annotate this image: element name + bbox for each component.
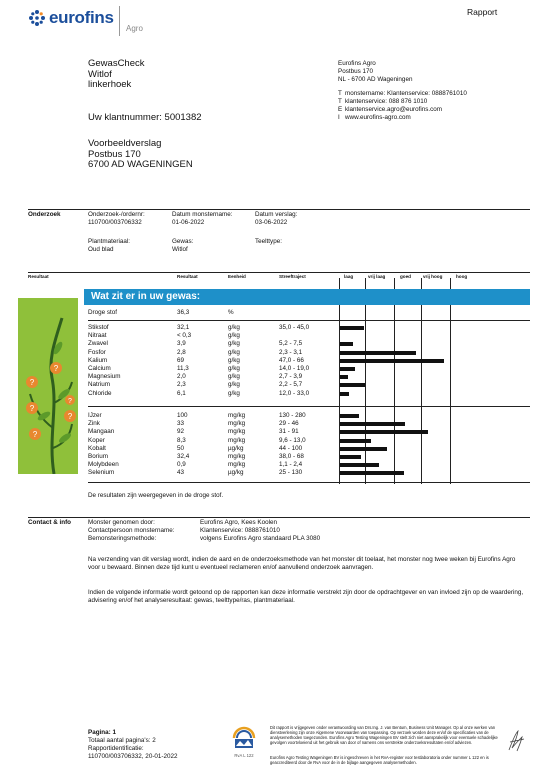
result-row bbox=[88, 357, 530, 365]
result-row bbox=[88, 412, 530, 420]
result-name: Calcium bbox=[88, 364, 111, 372]
col-header-range: Streeftraject bbox=[279, 274, 306, 279]
result-range: 14,0 - 19,0 bbox=[279, 364, 310, 372]
dry-matter-unit: % bbox=[228, 309, 234, 316]
result-row bbox=[88, 469, 530, 477]
result-unit: mg/kg bbox=[228, 420, 246, 428]
result-range: 2,2 - 5,7 bbox=[279, 381, 303, 389]
dry-matter-value: 36,3 bbox=[177, 309, 190, 316]
result-value: 2,8 bbox=[177, 348, 186, 356]
legal-text: Dit rapport is vrijgegeven onder verantwoording van Drs.Ing. J. van Bentum, Business Unit Manager. Op al onze werken van dienstverlening zijn onze Algemene Voorwaarden van toepassing. Op verzoek worden deze en/of de specificaties van de analysemethoden toegezonden. Eurofins Agro Testing Wageningen BV stelt zich niet aansprakelijk voor eventuele schadelijke gevolgen voortvloeiend uit het gebruik van door of namens ons verstrekte onderzoeksresultaten en/of adviezen. bbox=[270, 725, 498, 745]
recipient-block bbox=[88, 139, 193, 171]
lab-address-line: Postbus 170 bbox=[338, 68, 374, 75]
result-unit: g/kg bbox=[228, 356, 240, 364]
section-label-contact: Contact & info bbox=[28, 519, 72, 526]
result-name: Molybdeen bbox=[88, 461, 119, 469]
result-unit: g/kg bbox=[228, 373, 240, 381]
level-bar bbox=[340, 430, 428, 434]
results-banner bbox=[84, 289, 530, 305]
info-paragraph: Na verzending van dit verslag wordt, indien de aard en de onderzoeksmethode van het monster dit toelaat, het monster nog twee weken bij Eurofins Agro voor u bewaard. Binnen deze tijd kunt u eventueel reclameren en/of aanvullend onderzoek aanvragen. bbox=[88, 556, 516, 571]
logo-divider bbox=[119, 6, 120, 36]
plant-with-fruits-icon bbox=[18, 298, 78, 474]
field-teelttype: Teelttype: bbox=[255, 238, 282, 245]
scale-label-hoog: hoog bbox=[456, 274, 468, 279]
result-value: 6,1 bbox=[177, 389, 186, 397]
info-paragraph: Indien de volgende informatie wordt getoond op de rapporten kan deze informatie verstrekt zijn door de opdrachtgever en van invloed zijn op de waardering, advisering en/of het analyseresultaat: gewas, teelttype/ras, plantmateriaal. bbox=[88, 589, 524, 604]
result-name: IJzer bbox=[88, 412, 102, 419]
lab-address-line: NL - 6700 AD Wageningen bbox=[338, 76, 413, 83]
divider bbox=[88, 406, 530, 407]
section-label-resultaat: Resultaat bbox=[28, 274, 49, 279]
result-range: 9,6 - 13,0 bbox=[279, 436, 306, 444]
result-value: 32,4 bbox=[177, 452, 190, 460]
scale-label-laag: laag bbox=[344, 274, 354, 279]
recipient-line: Voorbeeldverslag bbox=[88, 138, 162, 149]
result-row bbox=[88, 349, 530, 357]
plant-illustration bbox=[18, 298, 78, 474]
scale-label-vrij-hoog: vrij hoog bbox=[423, 274, 443, 279]
result-row bbox=[88, 420, 530, 428]
result-range: 31 - 91 bbox=[279, 428, 299, 436]
level-bar bbox=[340, 392, 349, 396]
report-id-label: Rapportidentificatie: bbox=[88, 745, 144, 752]
result-range: 2,3 - 3,1 bbox=[279, 348, 303, 356]
result-name: Zwavel bbox=[88, 340, 108, 348]
result-unit: g/kg bbox=[228, 324, 240, 331]
result-unit: mg/kg bbox=[228, 461, 246, 469]
result-unit: mg/kg bbox=[228, 428, 246, 436]
legal-text: Eurofins Agro Testing Wageningen BV is ingeschreven in het RvA-register voor testlaboratoria onder nummer L 122 en is geaccrediteerd door de RvA voor de in de bijlage aangegeven analysemethoden. bbox=[270, 755, 489, 765]
result-name: Kobalt bbox=[88, 444, 106, 452]
level-bar bbox=[340, 342, 353, 346]
svg-text:?: ? bbox=[29, 378, 35, 387]
result-row bbox=[88, 453, 530, 461]
result-row bbox=[88, 390, 530, 398]
result-range: 2,7 - 3,9 bbox=[279, 373, 303, 381]
brand-name: eurofins bbox=[49, 8, 114, 27]
results-group-micro bbox=[88, 412, 530, 478]
banner-title: Wat zit er in uw gewas: bbox=[91, 291, 201, 302]
result-value: 43 bbox=[177, 469, 185, 477]
result-range: 1,1 - 2,4 bbox=[279, 461, 303, 469]
report-id: 110700/003706332, 20-01-2022 bbox=[88, 753, 178, 760]
result-range: 29 - 46 bbox=[279, 420, 299, 428]
result-value: 3,9 bbox=[177, 340, 186, 348]
level-bar bbox=[340, 375, 348, 379]
subject-line: Witlof bbox=[88, 68, 112, 80]
subject-line: GewasCheck bbox=[88, 58, 145, 69]
result-range: 12,0 - 33,0 bbox=[279, 389, 310, 397]
result-name: Stikstof bbox=[88, 324, 109, 331]
result-row bbox=[88, 428, 530, 436]
result-range: 130 - 280 bbox=[279, 412, 306, 419]
result-value: 2,0 bbox=[177, 373, 186, 381]
result-name: Zink bbox=[88, 420, 100, 428]
level-bar bbox=[340, 351, 416, 355]
result-value: 92 bbox=[177, 428, 185, 436]
divider bbox=[88, 320, 530, 321]
lab-contact: I www.eurofins-agro.com bbox=[338, 114, 411, 121]
customer-number: Uw klantnummer: 5001382 bbox=[88, 112, 202, 123]
result-range: 44 - 100 bbox=[279, 444, 303, 452]
field-gewas: Gewas: Witlof bbox=[172, 238, 194, 253]
result-range: 25 - 130 bbox=[279, 469, 303, 477]
svg-text:?: ? bbox=[29, 404, 35, 413]
result-name: Koper bbox=[88, 436, 105, 444]
result-row bbox=[88, 332, 530, 340]
result-name: Selenium bbox=[88, 469, 115, 477]
result-value: < 0,3 bbox=[177, 332, 192, 340]
lab-contact: T monstername: Klantenservice: 0888761010 bbox=[338, 90, 467, 97]
subject-line: linkerhoek bbox=[88, 79, 132, 90]
contact-values: Eurofins Agro, Kees Koolen Klantenservice: 0888761010 volgens Eurofins Agro standaard PLA 3080 bbox=[200, 519, 321, 542]
svg-text:?: ? bbox=[53, 364, 59, 373]
result-value: 8,3 bbox=[177, 436, 186, 444]
result-value: 100 bbox=[177, 412, 188, 419]
result-value: 33 bbox=[177, 420, 185, 428]
result-unit: g/kg bbox=[228, 340, 240, 348]
level-bar bbox=[340, 471, 404, 475]
result-row bbox=[88, 437, 530, 445]
result-name: Fosfor bbox=[88, 348, 106, 356]
eurofins-logo bbox=[28, 6, 138, 36]
dry-matter-name: Droge stof bbox=[88, 309, 118, 316]
level-bar bbox=[340, 367, 355, 371]
divider bbox=[28, 272, 530, 273]
level-bar bbox=[340, 439, 371, 443]
field-datum-monstername: Datum monstername: 01-06-2022 bbox=[172, 211, 233, 226]
result-value: 0,9 bbox=[177, 461, 186, 469]
section-label-onderzoek: Onderzoek bbox=[28, 211, 61, 218]
result-value: 50 bbox=[177, 444, 185, 452]
result-unit: µg/kg bbox=[228, 469, 244, 477]
divider bbox=[28, 209, 530, 210]
level-bar bbox=[340, 463, 379, 467]
result-unit: mg/kg bbox=[228, 452, 246, 460]
divider bbox=[28, 517, 530, 518]
col-header-result: Resultaat bbox=[177, 274, 198, 279]
result-unit: g/kg bbox=[228, 364, 240, 372]
level-bar bbox=[340, 326, 364, 330]
svg-text:?: ? bbox=[67, 412, 73, 421]
recipient-line: 6700 AD WAGENINGEN bbox=[88, 159, 193, 170]
field-datum-verslag: Datum verslag: 03-06-2022 bbox=[255, 211, 298, 226]
result-unit: mg/kg bbox=[228, 436, 246, 444]
result-value: 11,3 bbox=[177, 364, 189, 372]
result-range: 47,0 - 66 bbox=[279, 356, 304, 364]
result-name: Chloride bbox=[88, 389, 112, 397]
result-value: 69 bbox=[177, 356, 185, 364]
result-row bbox=[88, 324, 530, 332]
result-range: 35,0 - 45,0 bbox=[279, 324, 310, 331]
result-unit: g/kg bbox=[228, 381, 240, 389]
result-name: Magnesium bbox=[88, 373, 121, 381]
level-bar bbox=[340, 422, 405, 426]
result-unit: mg/kg bbox=[228, 412, 246, 419]
level-bar bbox=[340, 359, 444, 363]
result-range: 38,0 - 68 bbox=[279, 452, 304, 460]
rva-number: RvA L 122 bbox=[234, 753, 254, 758]
lab-contact: T klantenservice: 088 876 1010 bbox=[338, 98, 428, 105]
result-name: Borium bbox=[88, 452, 108, 460]
lab-address bbox=[338, 60, 467, 122]
result-row bbox=[88, 373, 530, 381]
brand-sub: Agro bbox=[126, 24, 143, 33]
page-number: Pagina: 1 bbox=[88, 729, 116, 736]
scale-label-goed: goed bbox=[400, 274, 411, 279]
signature-icon bbox=[505, 728, 527, 754]
doc-type: Rapport bbox=[467, 7, 498, 17]
results-note: De resultaten zijn weergegeven in de droge stof. bbox=[88, 492, 224, 499]
scale-label-vrij-laag: vrij laag bbox=[368, 274, 386, 279]
subject-block bbox=[88, 59, 145, 91]
level-bar bbox=[340, 447, 387, 451]
signature bbox=[505, 728, 527, 754]
contact-labels: Monster genomen door: Contactpersoon monstername: Bemonsteringsmethode: bbox=[88, 519, 175, 542]
svg-text:?: ? bbox=[68, 398, 72, 405]
level-bar bbox=[340, 383, 365, 387]
lab-contact: E klantenservice.agro@eurofins.com bbox=[338, 106, 443, 113]
result-unit: g/kg bbox=[228, 389, 240, 397]
result-unit: g/kg bbox=[228, 348, 240, 356]
result-name: Nitraat bbox=[88, 332, 107, 340]
rva-seal-icon bbox=[231, 724, 257, 752]
level-bar bbox=[340, 455, 361, 459]
recipient-line: Postbus 170 bbox=[88, 148, 141, 160]
result-row bbox=[88, 340, 530, 348]
svg-text:?: ? bbox=[32, 430, 38, 439]
lab-name: Eurofins Agro bbox=[338, 60, 376, 67]
eurofins-dots-icon bbox=[28, 9, 46, 27]
result-unit: µg/kg bbox=[228, 444, 244, 452]
divider bbox=[88, 482, 530, 483]
level-bar bbox=[340, 414, 359, 418]
result-unit: g/kg bbox=[228, 332, 240, 340]
result-name: Mangaan bbox=[88, 428, 115, 436]
result-name: Kalium bbox=[88, 356, 108, 364]
col-header-unit: Eenheid bbox=[228, 274, 246, 279]
result-name: Natrium bbox=[88, 381, 111, 389]
results-group-macro bbox=[88, 324, 530, 398]
result-row bbox=[88, 365, 530, 373]
result-range: 5,2 - 7,5 bbox=[279, 340, 303, 348]
field-plantmateriaal: Plantmateriaal: Oud blad bbox=[88, 238, 130, 253]
result-row bbox=[88, 445, 530, 453]
result-row bbox=[88, 381, 530, 389]
field-ordernr: Onderzoek-/ordernr: 110700/003706332 bbox=[88, 211, 145, 226]
total-pages: Totaal aantal pagina's: 2 bbox=[88, 737, 156, 744]
result-value: 32,1 bbox=[177, 324, 190, 331]
result-row bbox=[88, 461, 530, 469]
result-value: 2,3 bbox=[177, 381, 186, 389]
rva-accreditation-logo bbox=[231, 724, 257, 764]
